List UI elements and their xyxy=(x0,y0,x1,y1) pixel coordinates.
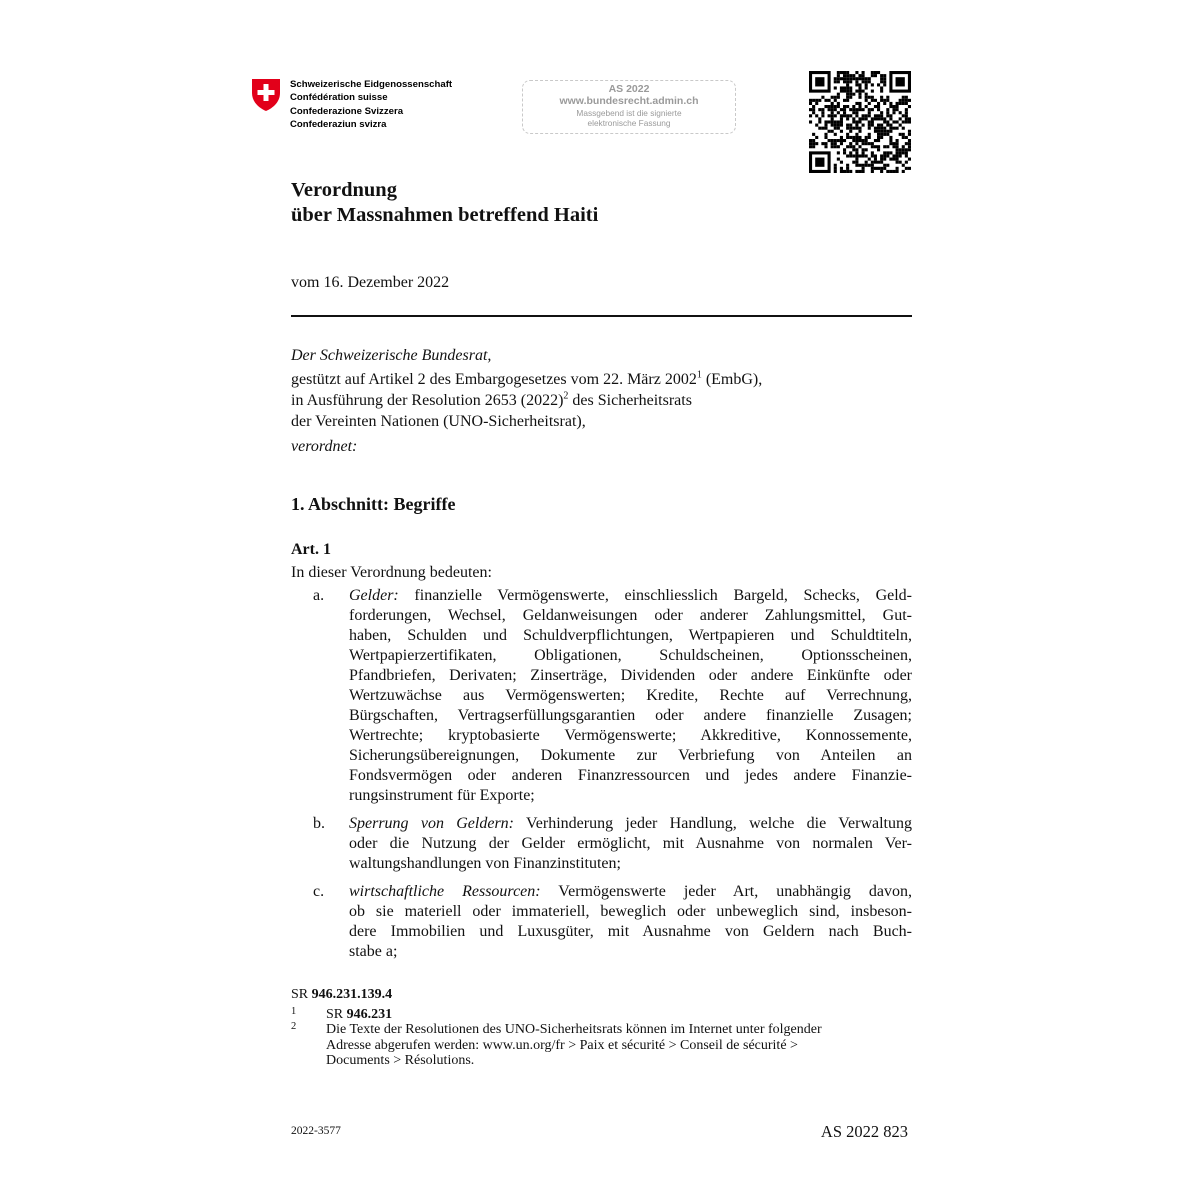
footnote-line: Documents > Résolutions. xyxy=(326,1053,475,1068)
item-line: waltungshandlungen von Finanzinstituten; xyxy=(349,855,621,872)
basis-2-suffix: des Sicherheitsrats xyxy=(568,392,692,409)
document-number: 2022-3577 xyxy=(291,1125,341,1137)
footnote-line: Adresse abgerufen werden: www.un.org/fr > Paix et sécurité > Conseil de sécurité > xyxy=(326,1037,798,1053)
qr-code xyxy=(809,71,911,173)
document-body xyxy=(291,178,912,1069)
footnote-sr-number: 946.231 xyxy=(346,1006,393,1022)
federal-logo xyxy=(251,74,481,134)
item-line: forderungen, Wechsel, Geldanweisungen oder anderer Zahlungsmittel, Gut- xyxy=(349,607,912,624)
stamp-note-1: Massgebend ist die signierte xyxy=(576,108,682,118)
item-line: Wertzuwächse aus Vermögenswerten; Kredite, Rechte auf Verrechnung, xyxy=(349,687,912,704)
footnote xyxy=(291,1022,912,1069)
swiss-shield-icon xyxy=(251,78,281,112)
basis-1-text: gestützt auf Artikel 2 des Embargogesetzes vom 22. März 2002 xyxy=(291,371,697,388)
item-line xyxy=(349,814,912,834)
sr-reference xyxy=(291,987,912,1003)
logo-line-de: Schweizerische Eidgenossenschaft xyxy=(290,79,453,90)
defined-term: Sperrung von Geldern: xyxy=(349,815,515,832)
item-line: Bürgschaften, Vertragserfüllungsgarantien oder andere finanzielle Zusagen; xyxy=(349,707,912,724)
item-line xyxy=(349,586,912,606)
item-line: Wertrechte; kryptobasierte Vermögenswerte; Akkreditive, Konnossemente, xyxy=(349,727,912,744)
article-label: Art. 1 xyxy=(291,541,331,558)
logo-line-rm: Confederaziun svizra xyxy=(290,118,387,130)
item-line: Wertpapierzertifikaten, Obligationen, Schuldscheinen, Optionsscheinen, xyxy=(349,647,912,664)
preamble-authority: Der Schweizerische Bundesrat, xyxy=(291,347,492,364)
definition-item xyxy=(291,882,912,962)
definition-text: Vermögenswerte jeder Art, unabhängig davon, xyxy=(540,883,912,900)
basis-1-suffix: (EmbG), xyxy=(701,371,763,388)
item-line: dere Immobilien und Luxusgüter, mit Ausnahme von Geldern nach Buch- xyxy=(349,923,912,940)
item-line: oder die Nutzung der Gelder ermöglicht, mit Ausnahme von normalen Ver- xyxy=(349,835,912,852)
item-line: Fondsvermögen oder anderen Finanzressourcen und jedes andere Finanzie- xyxy=(349,767,912,784)
logo-line-fr: Confédération suisse xyxy=(290,92,388,104)
logo-wordmark xyxy=(290,78,452,131)
stamp-collection: AS 2022 xyxy=(608,83,650,95)
footnote-number: 2 xyxy=(291,1021,297,1032)
definition-item xyxy=(291,814,912,874)
preamble-basis-1 xyxy=(291,369,912,390)
footnotes xyxy=(291,1007,912,1069)
stamp-note-2: elektronische Fassung xyxy=(587,118,671,128)
footnote xyxy=(291,1007,912,1023)
title-line-1: Verordnung xyxy=(291,179,397,201)
sr-number: 946.231.139.4 xyxy=(311,987,393,1002)
logo-line-it: Confederazione Svizzera xyxy=(290,105,404,117)
title-divider xyxy=(291,315,912,317)
definition-item xyxy=(291,586,912,806)
preamble-decrees: verordnet: xyxy=(291,438,358,455)
stamp-url: www.bundesrecht.admin.ch xyxy=(559,95,699,107)
document-title xyxy=(291,178,912,228)
item-letter: a. xyxy=(313,587,325,604)
defined-term: Gelder: xyxy=(349,587,399,604)
section-heading: 1. Abschnitt: Begriffe xyxy=(291,494,456,514)
definition-list xyxy=(291,586,912,962)
footnote-line: Die Texte der Resolutionen des UNO-Sicherheitsrats können im Internet unter folgender xyxy=(326,1022,822,1037)
basis-2-text: in Ausführung der Resolution 2653 (2022) xyxy=(291,392,564,409)
item-letter: b. xyxy=(313,815,325,832)
item-line: stabe a; xyxy=(349,943,398,960)
defined-term: wirtschaftliche Ressourcen: xyxy=(349,883,541,900)
footnote-number: 1 xyxy=(291,1005,297,1017)
title-line-2: über Massnahmen betreffend Haiti xyxy=(291,204,599,226)
item-letter: c. xyxy=(313,883,325,900)
item-line: Sicherungsübereignungen, Dokumente zur Verbriefung von Anteilen an xyxy=(349,747,912,764)
item-line: ob sie materiell oder immateriell, beweglich oder unbeweglich sind, insbeson- xyxy=(349,903,912,920)
definition-text: finanzielle Vermögenswerte, einschliesslich Bargeld, Schecks, Geld- xyxy=(398,587,912,604)
definition-text: Verhinderung jeder Handlung, welche die Verwaltung xyxy=(514,815,912,832)
item-line xyxy=(349,882,912,902)
preamble-basis-2 xyxy=(291,390,912,411)
footnote-ref-1: 1 xyxy=(696,369,702,381)
item-line: haben, Schulden und Schuldverpflichtungen, Wertpapieren und Schuldtiteln, xyxy=(349,627,912,644)
footnote-prefix: SR xyxy=(326,1006,347,1022)
item-line: Pfandbriefen, Derivaten; Zinserträge, Dividenden oder andere Einkünfte oder xyxy=(349,667,912,684)
preamble-basis-3: der Vereinten Nationen (UNO-Sicherheitsrat), xyxy=(291,413,586,430)
publication-stamp xyxy=(522,80,736,134)
item-line: rungsinstrument für Exporte; xyxy=(349,787,535,804)
sr-prefix: SR xyxy=(291,987,312,1002)
document-date: vom 16. Dezember 2022 xyxy=(291,274,450,291)
footnote-ref-2: 2 xyxy=(563,390,569,402)
article-intro: In dieser Verordnung bedeuten: xyxy=(291,564,492,581)
publication-reference: AS 2022 823 xyxy=(820,1122,908,1141)
footnote-line xyxy=(326,1007,912,1023)
